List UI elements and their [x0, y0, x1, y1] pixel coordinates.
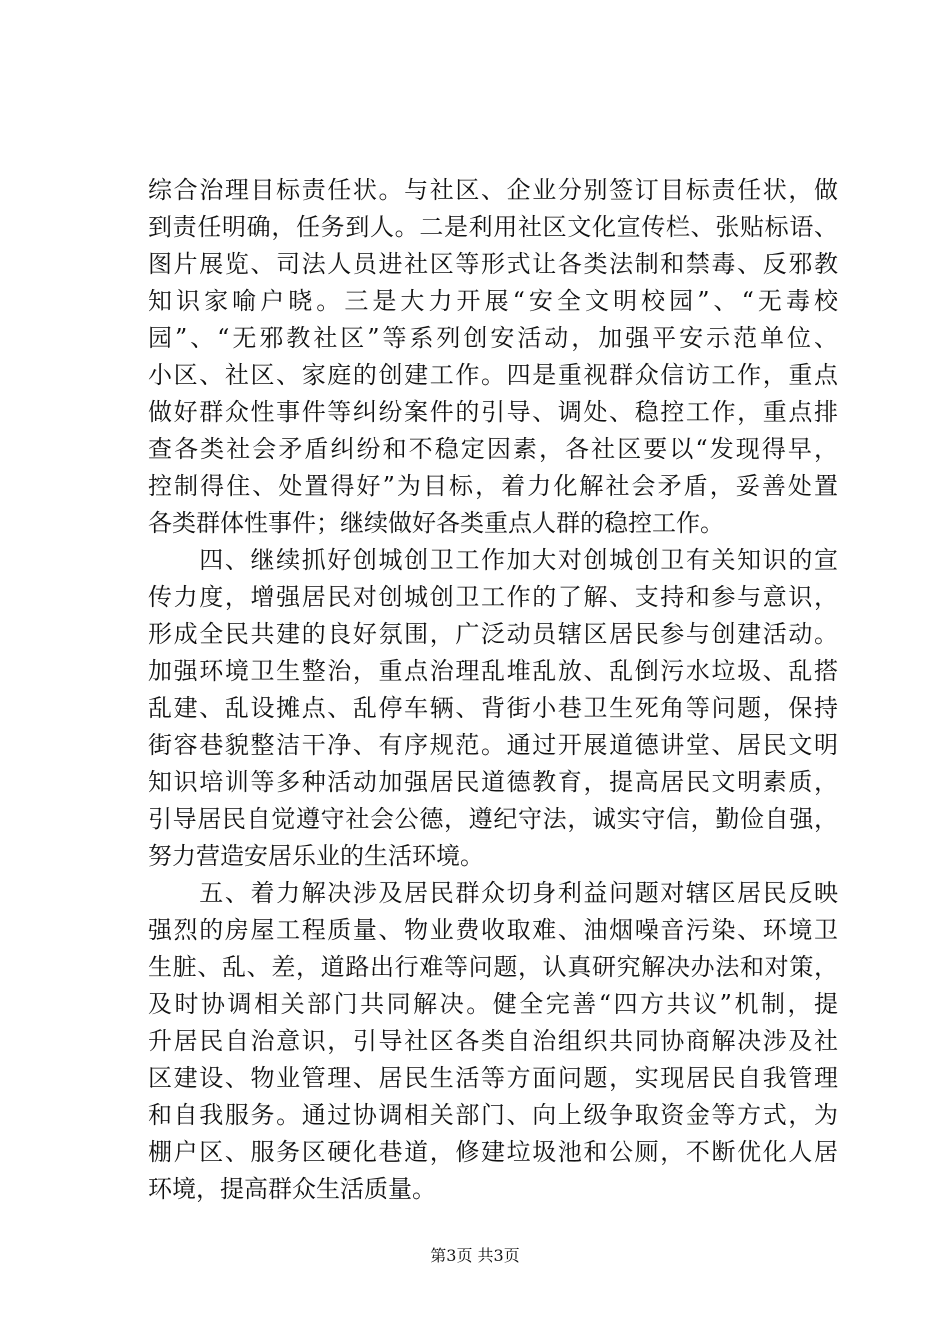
text-line: 和自我服务。通过协调相关部门、向上级争取资金等方式，为	[148, 1101, 838, 1129]
text-line: 及时协调相关部门共同解决。健全完善“四方共议”机制，提	[148, 990, 838, 1018]
text-line: 街容巷貌整洁干净、有序规范。通过开展道德讲堂、居民文明	[148, 731, 838, 759]
text-line: 形成全民共建的良好氛围，广泛动员辖区居民参与创建活动。	[148, 620, 838, 648]
text-line: 升居民自治意识，引导社区各类自治组织共同协商解决涉及社	[148, 1027, 838, 1055]
text-line: 图片展览、司法人员进社区等形式让各类法制和禁毒、反邪教	[148, 250, 838, 278]
text-line: 小区、社区、家庭的创建工作。四是重视群众信访工作，重点	[148, 361, 838, 389]
text-line: 强烈的房屋工程质量、物业费收取难、油烟噪音污染、环境卫	[148, 916, 838, 944]
text-line: 园”、“无邪教社区”等系列创安活动，加强平安示范单位、	[148, 324, 838, 352]
text-line: 棚户区、服务区硬化巷道，修建垃圾池和公厕，不断优化人居	[148, 1138, 838, 1166]
text-line: 知识家喻户晓。三是大力开展“安全文明校园”、“无毒校	[148, 287, 838, 315]
text-line: 引导居民自觉遵守社会公德，遵纪守法，诚实守信，勤俭自强，	[148, 805, 838, 833]
text-line: 乱建、乱设摊点、乱停车辆、背街小巷卫生死角等问题，保持	[148, 694, 838, 722]
text-line: 努力营造安居乐业的生活环境。	[148, 842, 484, 870]
text-line: 到责任明确，任务到人。二是利用社区文化宣传栏、张贴标语、	[148, 213, 838, 241]
text-line: 加强环境卫生整治，重点治理乱堆乱放、乱倒污水垃圾、乱搭	[148, 657, 838, 685]
document-body	[148, 172, 838, 1208]
text-line: 环境，提高群众生活质量。	[148, 1175, 436, 1203]
text-line: 区建设、物业管理、居民生活等方面问题，实现居民自我管理	[148, 1064, 838, 1092]
text-line: 传力度，增强居民对创城创卫工作的了解、支持和参与意识，	[148, 583, 838, 611]
text-line: 做好群众性事件等纠纷案件的引导、调处、稳控工作，重点排	[148, 398, 838, 426]
text-line: 各类群体性事件；继续做好各类重点人群的稳控工作。	[148, 509, 724, 537]
text-line: 综合治理目标责任状。与社区、企业分别签订目标责任状，做	[148, 176, 838, 204]
page-number-label: 第3页 共3页	[430, 1246, 520, 1265]
text-line: 控制得住、处置得好”为目标，着力化解社会矛盾，妥善处置	[148, 472, 838, 500]
text-line: 生脏、乱、差，道路出行难等问题，认真研究解决办法和对策，	[148, 953, 838, 981]
text-line: 查各类社会矛盾纠纷和不稳定因素，各社区要以“发现得早，	[148, 435, 838, 463]
text-line: 四、继续抓好创城创卫工作加大对创城创卫有关知识的宣	[148, 546, 838, 574]
text-line: 知识培训等多种活动加强居民道德教育，提高居民文明素质，	[148, 768, 838, 796]
text-line: 五、着力解决涉及居民群众切身利益问题对辖区居民反映	[148, 879, 838, 907]
page-footer	[0, 1244, 950, 1268]
